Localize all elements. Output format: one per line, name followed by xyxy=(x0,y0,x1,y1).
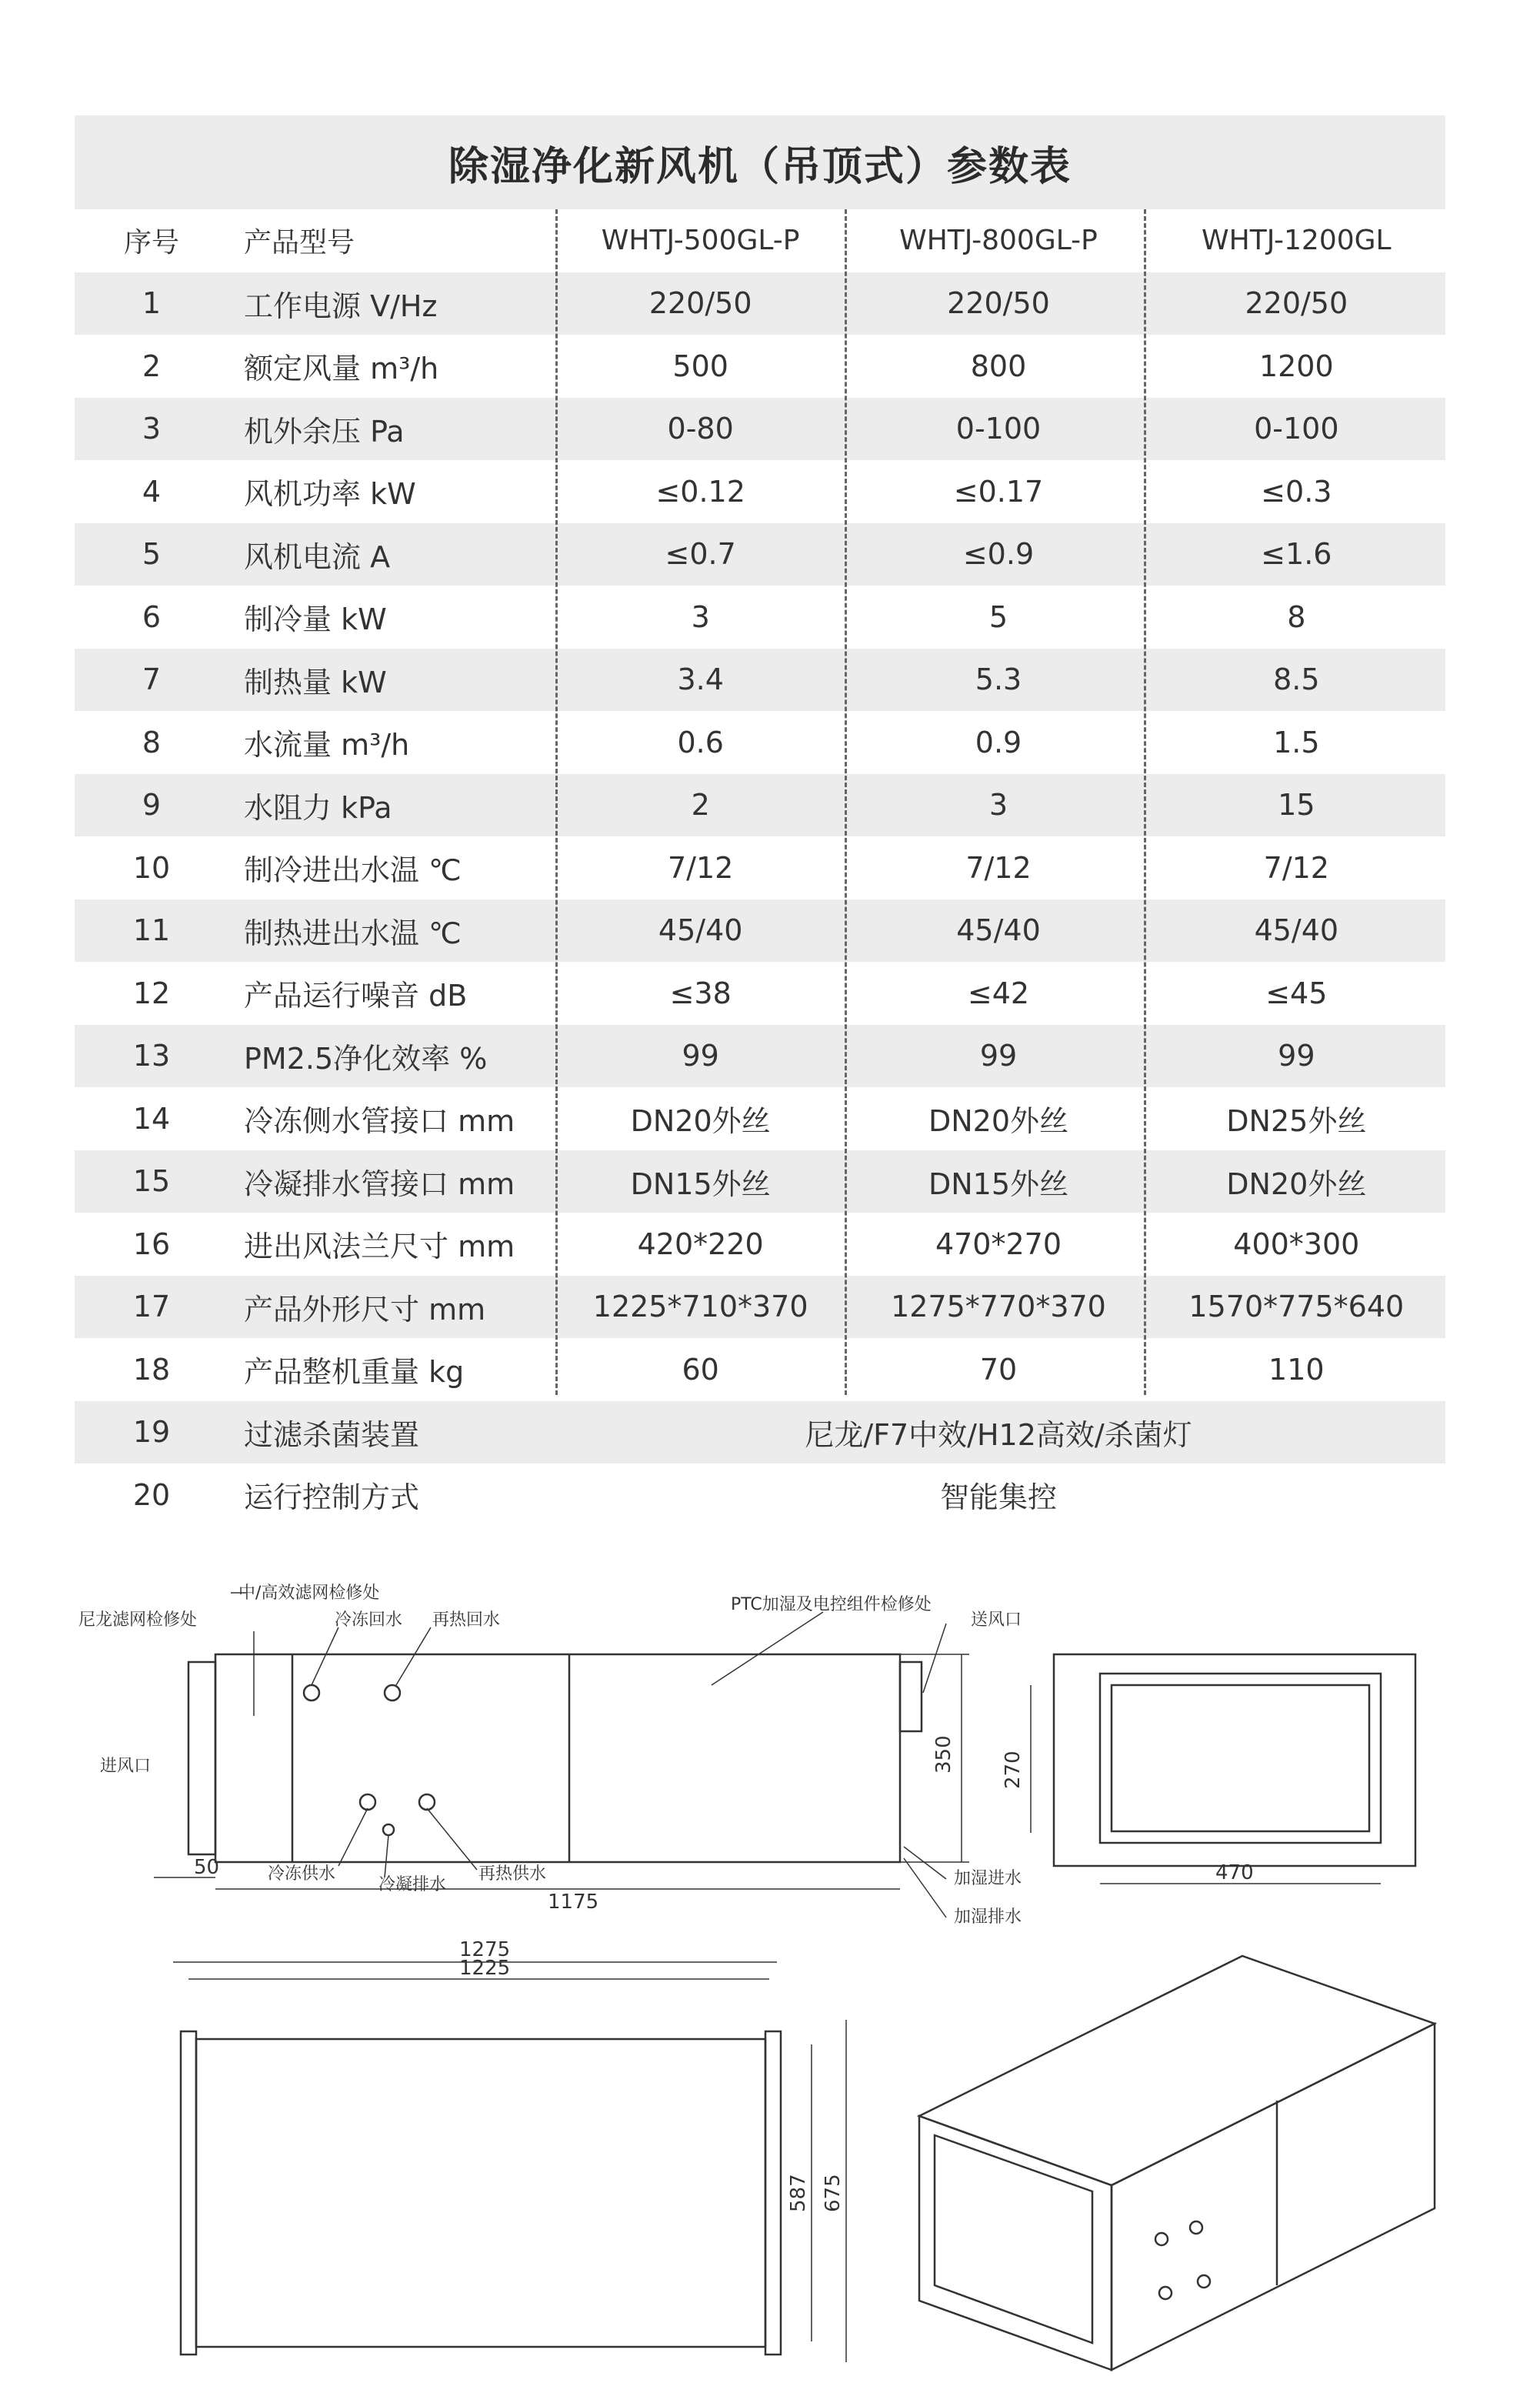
row-value-3: 45/40 xyxy=(1254,913,1339,948)
row-name: 进出风法兰尺寸 mm xyxy=(244,1230,515,1264)
row-value-2: 220/50 xyxy=(947,286,1050,321)
end-view-labels xyxy=(1002,1751,1254,1884)
row-value-2: 70 xyxy=(979,1352,1018,1387)
row-value-2: ≤0.17 xyxy=(953,474,1044,509)
row-no: 16 xyxy=(132,1227,171,1261)
row-no: 11 xyxy=(132,913,171,948)
label-ptc: PTC加湿及电控组件检修处 xyxy=(731,1595,932,1614)
row-value-1: 99 xyxy=(682,1039,719,1073)
row-name: 机外余压 Pa xyxy=(244,414,405,449)
row-name: 制冷进出水温 ℃ xyxy=(244,853,462,888)
row-no: 10 xyxy=(132,850,171,885)
table-body xyxy=(75,272,1445,1527)
row-name: 风机功率 kW xyxy=(244,477,416,512)
row-name: 工作电源 V/Hz xyxy=(244,289,438,323)
label-mid-filter: 中/高效滤网检修处 xyxy=(238,1584,380,1603)
row-value-1: 60 xyxy=(682,1352,719,1387)
row-value-2: DN20外丝 xyxy=(928,1104,1069,1139)
row-no: 9 xyxy=(142,788,162,823)
row-value-1: 1225*710*370 xyxy=(592,1290,808,1324)
row-no: 17 xyxy=(132,1290,171,1324)
row-value-3: 1570*775*640 xyxy=(1188,1290,1405,1324)
row-name: 产品整机重量 kg xyxy=(244,1355,465,1390)
row-value-2: 45/40 xyxy=(956,913,1041,948)
label-inlet: 进风口 xyxy=(100,1757,152,1776)
row-value-1: ≤0.12 xyxy=(655,474,745,509)
row-value-3: 8.5 xyxy=(1273,663,1320,697)
row-no: 3 xyxy=(142,412,162,446)
table-row xyxy=(75,1338,1445,1401)
row-value-1: DN20外丝 xyxy=(630,1104,771,1139)
table-row xyxy=(75,711,1445,774)
column-divider xyxy=(1144,209,1146,1395)
row-value-3: 220/50 xyxy=(1245,286,1348,321)
row-no: 2 xyxy=(142,349,162,383)
row-merged-value: 智能集控 xyxy=(939,1480,1057,1515)
row-no: 13 xyxy=(132,1039,171,1073)
row-value-1: 3.4 xyxy=(677,663,724,697)
technical-drawing xyxy=(0,1562,1540,2383)
dim-587: 587 xyxy=(787,2174,810,2212)
row-no: 6 xyxy=(142,599,162,634)
row-value-2: 800 xyxy=(970,349,1027,383)
row-value-2: ≤0.9 xyxy=(962,537,1035,572)
dim-470: 470 xyxy=(1215,1861,1254,1884)
table-title: 除湿净化新风机（吊顶式）参数表 xyxy=(75,115,1445,209)
header-model-3: WHTJ-1200GL xyxy=(1202,225,1392,257)
side-view xyxy=(188,1654,922,1862)
row-value-1: DN15外丝 xyxy=(630,1166,771,1201)
row-value-2: 7/12 xyxy=(965,850,1032,885)
table-row xyxy=(75,272,1445,335)
row-name: 风机电流 A xyxy=(244,539,391,574)
row-no: 12 xyxy=(132,976,171,1010)
row-no: 4 xyxy=(142,474,162,509)
row-no: 7 xyxy=(142,663,162,697)
table-row xyxy=(75,523,1445,586)
label-heat-return: 再热回水 xyxy=(432,1610,501,1630)
table-row xyxy=(75,836,1445,899)
dim-1275: 1275 xyxy=(459,1938,511,1961)
header-no: 序号 xyxy=(123,227,179,259)
row-value-1: 3 xyxy=(691,599,710,634)
dim-50: 50 xyxy=(194,1856,220,1879)
row-value-3: ≤45 xyxy=(1265,976,1328,1010)
row-value-1: 420*220 xyxy=(637,1227,764,1261)
row-value-1: 500 xyxy=(672,349,728,383)
column-divider xyxy=(845,209,847,1395)
table-row xyxy=(75,586,1445,649)
row-value-2: 99 xyxy=(979,1039,1018,1073)
row-value-3: 400*300 xyxy=(1233,1227,1360,1261)
dim-1225: 1225 xyxy=(459,1957,511,1980)
row-no: 1 xyxy=(142,286,162,321)
row-value-3: 1200 xyxy=(1258,349,1334,383)
row-value-2: 3 xyxy=(988,788,1008,823)
header-model-1: WHTJ-500GL-P xyxy=(601,225,800,257)
dim-675: 675 xyxy=(822,2174,845,2212)
row-value-3: DN25外丝 xyxy=(1226,1104,1367,1139)
row-value-1: ≤0.7 xyxy=(665,537,736,572)
row-name: 水流量 m³/h xyxy=(244,728,410,763)
row-value-2: DN15外丝 xyxy=(928,1166,1069,1201)
row-value-2: 5.3 xyxy=(975,663,1022,697)
row-value-2: 1275*770*370 xyxy=(891,1290,1106,1324)
table-row xyxy=(75,774,1445,837)
row-value-1: 7/12 xyxy=(667,850,734,885)
row-value-1: 45/40 xyxy=(658,913,743,948)
table-row xyxy=(75,1276,1445,1339)
label-humid-in: 加湿进水 xyxy=(954,1869,1022,1888)
row-value-1: 0.6 xyxy=(677,725,724,759)
label-nylon: 尼龙滤网检修处 xyxy=(78,1610,198,1630)
row-no: 18 xyxy=(132,1352,171,1387)
label-cold-return: 冷冻回水 xyxy=(335,1610,403,1630)
row-no: 14 xyxy=(132,1101,171,1136)
row-no: 8 xyxy=(142,725,162,759)
dim-1175: 1175 xyxy=(548,1891,599,1914)
label-outlet: 送风口 xyxy=(971,1610,1022,1630)
table-row xyxy=(75,1150,1445,1213)
label-humid-out: 加湿排水 xyxy=(954,1907,1022,1927)
row-merged-value: 尼龙/F7中效/H12高效/杀菌灯 xyxy=(805,1417,1192,1452)
spec-table xyxy=(75,115,1445,1527)
row-name: 制冷量 kW xyxy=(244,602,387,637)
row-name: 水阻力 kPa xyxy=(244,790,392,825)
table-row xyxy=(75,962,1445,1025)
row-value-1: 2 xyxy=(691,788,710,823)
row-name: 产品运行噪音 dB xyxy=(244,979,468,1013)
row-name: 制热量 kW xyxy=(244,665,387,699)
table-row xyxy=(75,1401,1445,1464)
end-view xyxy=(1031,1654,1415,1884)
side-view-labels xyxy=(78,1584,1022,1927)
table-row xyxy=(75,398,1445,461)
row-value-2: 0.9 xyxy=(975,725,1022,759)
row-value-3: ≤1.6 xyxy=(1261,537,1332,572)
header-row xyxy=(75,209,1445,272)
table-row xyxy=(75,649,1445,712)
row-value-3: 15 xyxy=(1278,788,1315,823)
label-cold-supply: 冷冻供水 xyxy=(268,1864,336,1884)
row-value-3: ≤0.3 xyxy=(1261,474,1332,509)
row-value-3: 1.5 xyxy=(1273,725,1320,759)
row-name: 产品外形尺寸 mm xyxy=(244,1292,486,1327)
label-condensate: 冷凝排水 xyxy=(378,1875,447,1894)
row-name: 额定风量 m³/h xyxy=(244,352,439,386)
row-no: 15 xyxy=(132,1164,171,1199)
row-name: 冷凝排水管接口 mm xyxy=(244,1166,515,1201)
isometric-view xyxy=(919,1956,1435,2370)
label-heat-supply: 再热供水 xyxy=(478,1864,547,1884)
table-row xyxy=(75,1464,1445,1527)
row-name: 运行控制方式 xyxy=(244,1480,420,1515)
row-name: 制热进出水温 ℃ xyxy=(244,916,462,950)
row-value-3: 8 xyxy=(1287,599,1306,634)
row-value-1: ≤38 xyxy=(669,976,732,1010)
row-value-1: 0-80 xyxy=(667,412,734,446)
row-value-3: 99 xyxy=(1278,1039,1315,1073)
row-value-3: 110 xyxy=(1268,1352,1325,1387)
header-model-2: WHTJ-800GL-P xyxy=(899,225,1098,257)
table-row xyxy=(75,1025,1445,1088)
row-name: 冷冻侧水管接口 mm xyxy=(244,1104,515,1139)
row-value-2: ≤42 xyxy=(967,976,1030,1010)
row-value-2: 5 xyxy=(988,599,1008,634)
table-row xyxy=(75,335,1445,398)
dim-270: 270 xyxy=(1002,1751,1025,1789)
header-name: 产品型号 xyxy=(244,227,355,259)
row-value-1: 220/50 xyxy=(648,286,752,321)
dim-350: 350 xyxy=(932,1735,955,1774)
table-row xyxy=(75,1087,1445,1150)
row-value-3: 7/12 xyxy=(1263,850,1329,885)
table-row xyxy=(75,1213,1445,1276)
row-name: 过滤杀菌装置 xyxy=(244,1417,420,1452)
row-name: PM2.5净化效率 % xyxy=(244,1041,488,1076)
row-value-3: DN20外丝 xyxy=(1226,1166,1367,1201)
row-no: 5 xyxy=(142,537,162,572)
row-no: 20 xyxy=(132,1477,171,1512)
row-value-2: 470*270 xyxy=(935,1227,1062,1261)
top-view xyxy=(173,1962,846,2362)
column-divider xyxy=(555,209,558,1395)
table-row xyxy=(75,899,1445,963)
table-row xyxy=(75,460,1445,523)
row-no: 19 xyxy=(132,1415,171,1450)
row-value-2: 0-100 xyxy=(955,412,1042,446)
row-value-3: 0-100 xyxy=(1254,412,1339,446)
